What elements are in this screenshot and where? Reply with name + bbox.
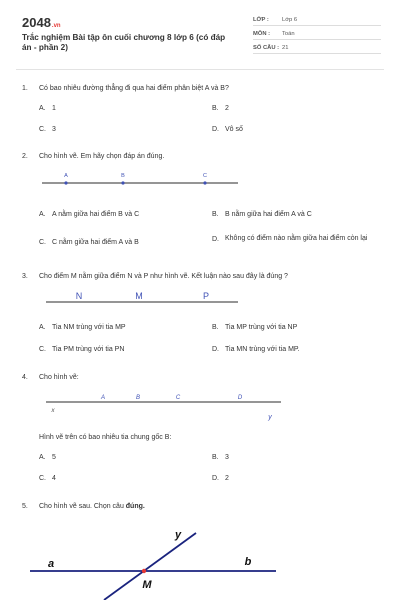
option-text: 2 (225, 475, 229, 482)
answer-option[interactable] (212, 324, 297, 331)
option-text: C nằm giữa hai điểm A và B (52, 239, 139, 246)
meta-class-key: LỚP : (253, 17, 269, 23)
q4-label-c: C (175, 395, 181, 401)
question-number: 1. (22, 85, 28, 92)
option-letter: B. (212, 324, 219, 331)
q5-label-m: M (142, 579, 152, 591)
worksheet-title: Trắc nghiệm Bài tập ôn cuối chương 8 lớp 6 (có đáp án - phần 2) (22, 33, 226, 52)
q2-label-a: A (64, 173, 68, 179)
option-text: 2 (225, 105, 229, 112)
q5-label-b: b (244, 556, 252, 568)
answer-option[interactable] (39, 239, 139, 246)
q3-label-m: M (135, 291, 143, 301)
option-text: 1 (52, 105, 56, 112)
option-letter: C. (39, 239, 46, 246)
option-text: 4 (52, 475, 56, 482)
meta-count-value: 21 (282, 45, 289, 51)
question-text (39, 503, 145, 510)
q2-point-c (203, 181, 206, 184)
answer-option[interactable] (39, 475, 56, 482)
meta-class-value: Lớp 6 (282, 17, 298, 23)
answer-option[interactable] (212, 346, 300, 353)
q5-label-a: a (47, 558, 55, 570)
q5-label-y: y (174, 529, 182, 541)
option-text: A nằm giữa hai điểm B và C (52, 211, 140, 218)
option-letter: C. (39, 346, 46, 353)
option-text: 5 (52, 454, 56, 461)
question-text: Cho hình vẽ: (39, 374, 79, 381)
q2-point-b (121, 181, 124, 184)
option-letter: C. (39, 126, 46, 133)
option-text: Vô số (225, 126, 243, 133)
option-text: Tia MP trùng với tia NP (225, 324, 298, 331)
q4-label-y: y (268, 414, 272, 421)
question-text-bold: đúng. (125, 503, 145, 510)
option-letter: D. (212, 475, 219, 482)
question-text: Cho điểm M nằm giữa điểm N và P như hình vẽ. Kết luận nào sau đây là đúng ? (39, 273, 288, 280)
meta-subject-key: MÔN : (253, 31, 271, 37)
q2-point-a (64, 181, 67, 184)
answer-option[interactable] (39, 324, 126, 331)
question-subtext: Hình vẽ trên có bao nhiêu tia chung gốc B: (39, 434, 172, 441)
answer-option[interactable] (212, 211, 312, 218)
q2-label-b: B (121, 173, 125, 179)
option-text: 3 (52, 126, 56, 133)
answer-option[interactable] (212, 454, 229, 461)
q4-label-b: B (135, 395, 141, 401)
question-text: Cho hình vẽ. Em hãy chọn đáp án đúng. (39, 153, 165, 160)
option-letter: B. (212, 211, 219, 218)
option-letter: C. (39, 475, 46, 482)
option-letter: B. (212, 454, 219, 461)
option-letter: D. (212, 235, 219, 243)
answer-option[interactable] (39, 454, 56, 461)
question-number: 4. (22, 374, 28, 381)
option-letter: A. (39, 324, 46, 331)
q5-point-m (142, 569, 146, 573)
answer-option[interactable] (212, 475, 229, 482)
question-number: 3. (22, 273, 28, 280)
logo-sub: .vn (51, 23, 61, 29)
q4-label-d: D (237, 395, 243, 401)
option-text: B nằm giữa hai điểm A và C (225, 211, 312, 218)
option-text: 3 (225, 454, 229, 461)
q4-label-a: A (100, 395, 106, 401)
q3-label-p: P (202, 291, 210, 301)
answer-option[interactable] (212, 234, 382, 244)
option-text: Tia NM trùng với tia MP (52, 324, 126, 331)
option-letter: B. (212, 105, 219, 112)
option-letter: D. (212, 126, 219, 133)
question-text-plain: Cho hình vẽ sau. Chọn câu (39, 503, 126, 510)
answer-option[interactable] (39, 346, 124, 353)
option-text: Không có điểm nào nằm giữa hai điểm còn lại (225, 235, 368, 242)
q3-label-n: N (75, 291, 83, 301)
option-letter: A. (39, 211, 46, 218)
option-letter: A. (39, 105, 46, 112)
q2-label-c: C (203, 173, 207, 179)
question-number: 2. (22, 153, 28, 160)
option-letter: A. (39, 454, 46, 461)
q4-label-x: x (51, 407, 55, 414)
logo-main: 2048 (22, 15, 51, 30)
option-text: Tia MN trùng với tia MP. (225, 346, 300, 353)
meta-subject-value: Toán (282, 31, 295, 37)
meta-count-key: SỐ CÂU : (253, 45, 280, 51)
question-number: 5. (22, 503, 28, 510)
option-letter: D. (212, 346, 219, 353)
question-text: Có bao nhiêu đường thẳng đi qua hai điểm phân biệt A và B? (39, 85, 229, 92)
answer-option[interactable] (39, 211, 139, 218)
option-text: Tia PM trùng với tia PN (52, 346, 125, 353)
